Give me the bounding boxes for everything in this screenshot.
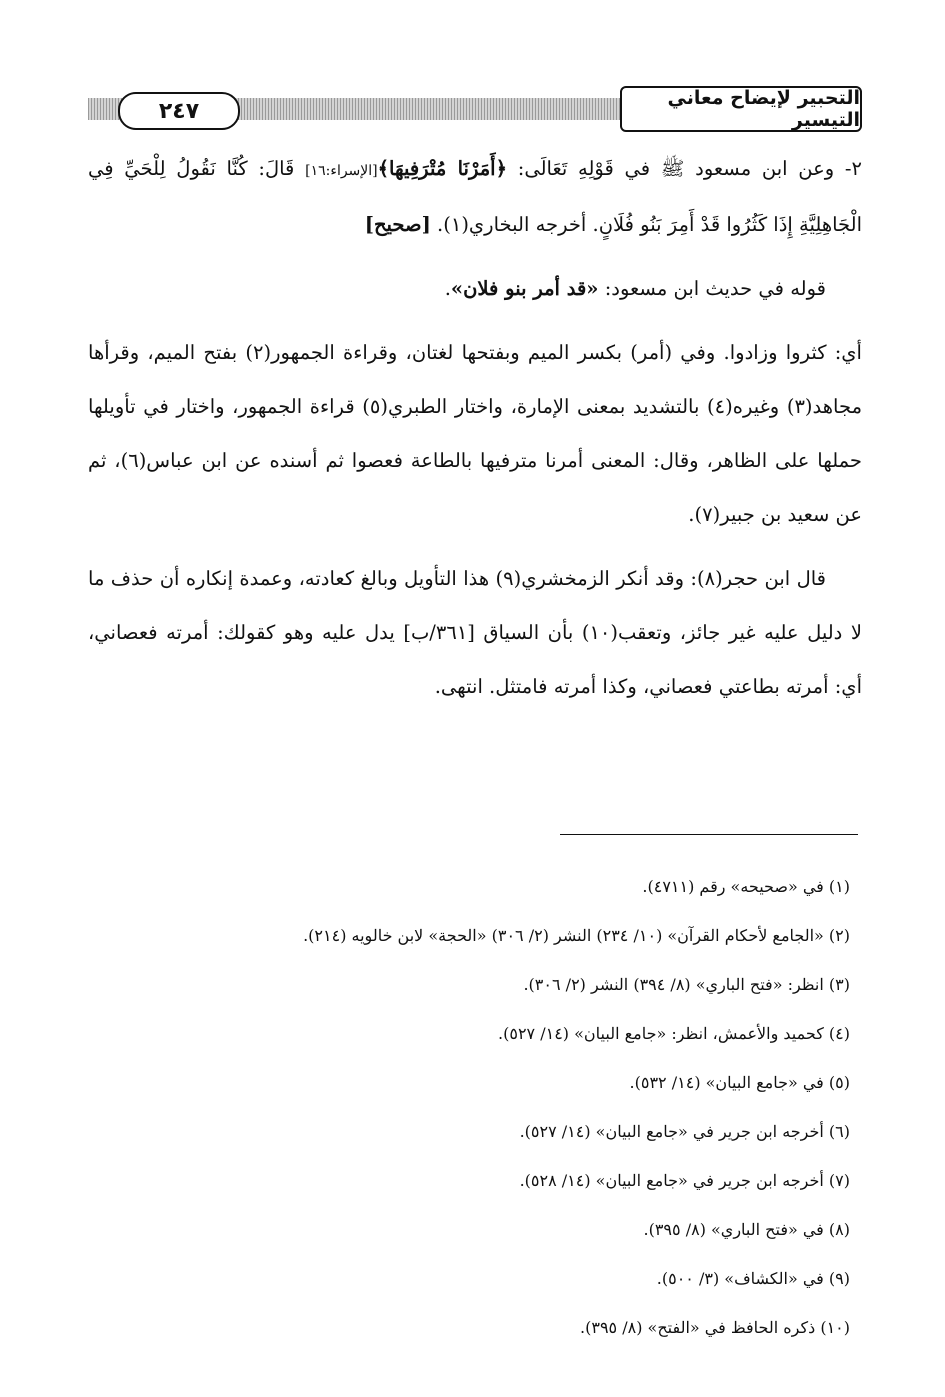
hadith-grade: [صحيح] [364,213,431,236]
footnote-5: (٥) في «جامع البيان» (١٤/ ٥٣٢). [629,1073,850,1092]
footnote-divider [560,834,858,835]
footnote-7: (٧) أخرجه ابن جرير في «جامع البيان» (١٤/ ٥٢٨). [519,1171,850,1190]
footnote-3: (٣) انظر: «فتح الباري» (٨/ ٣٩٤) النشر (٢/ ٣٠٦). [523,975,850,994]
footnote-10: (١٠) ذكره الحافظ في «الفتح» (٨/ ٣٩٥). [580,1318,850,1337]
footnote-1: (١) في «صحيحه» رقم (٤٧١١). [642,877,850,896]
commentary-end: . [444,277,451,300]
footnote-8: (٨) في «فتح الباري» (٨/ ٣٩٥). [643,1220,850,1239]
ibn-hajar-paragraph: قال ابن حجر(٨): وقد أنكر الزمخشري(٩) هذا التأويل وبالغ كعادته، وعمدة إنكاره أن حذف ما لا دليل عليه غير جائز، وتعقب(١٠) بأن السياق [٣٦١/ب] يدل عليه وهو كقولك: أمرته فعصاني، أي: أمرته بطاعتي فعصاني، وكذا أمرته فامتثل. انتهى. [88,567,862,698]
main-text [88,142,862,724]
commentary-heading [88,262,862,316]
footnote-9: (٩) في «الكشاف» (٣/ ٥٠٠). [656,1269,850,1288]
verse-reference: [الإسراء:١٦] [305,163,378,179]
footnote-4: (٤) كحميد والأعمش، انظر: «جامع البيان» (١٤/ ٥٢٧). [498,1024,850,1043]
hadith-text: قَالَ: كُنَّا نَقُولُ لِلْحَيِّ فِي الْجَاهِلِيَّةِ إِذَا كَثُرُوا قَدْ أَمِرَ بَنُو فُلَانٍ. أخرجه البخاري(١). [88,157,862,236]
commentary-quote: «قد أمر بنو فلان» [450,277,599,300]
page-header [88,86,862,138]
running-title: التحبير لإيضاح معاني التيسير [620,86,862,132]
footnote-2: (٢) «الجامع لأحكام القرآن» (١٠/ ٢٣٤) النشر (٢/ ٣٠٦) «الحجة» لابن خالويه (٢١٤). [303,926,850,945]
footnotes [88,862,858,1352]
footnote-6: (٦) أخرجه ابن جرير في «جامع البيان» (١٤/ ٥٢٧). [519,1122,850,1141]
explanation-paragraph: أي: كثروا وزادوا. وفي (أمر) بكسر الميم وبفتحها لغتان، وقراءة الجمهور(٢) بفتح الميم، وقرأها مجاهد(٣) وغيره(٤) بالتشديد بمعنى الإمارة، واختار الطبري(٥) قراءة الجمهور، واختار في تأويلها حملها على الظاهر، وقال: المعنى أمرنا مترفيها بالطاعة فعصوا ثم أسنده عن ابن عباس(٦)، ثم عن سعيد بن جبير(٧). [88,341,863,526]
hadith-paragraph [88,142,862,252]
hadith-lead: ٢- وعن ابن مسعود ﷺ في قَوْلِهِ تَعَالَى: [507,157,862,180]
commentary-lead: قوله في حديث ابن مسعود: [598,277,826,300]
page-number: ٢٤٧ [118,92,240,130]
quran-verse: ﴿أَمَرْنَا مُتْرَفِيهَا﴾ [377,157,508,180]
